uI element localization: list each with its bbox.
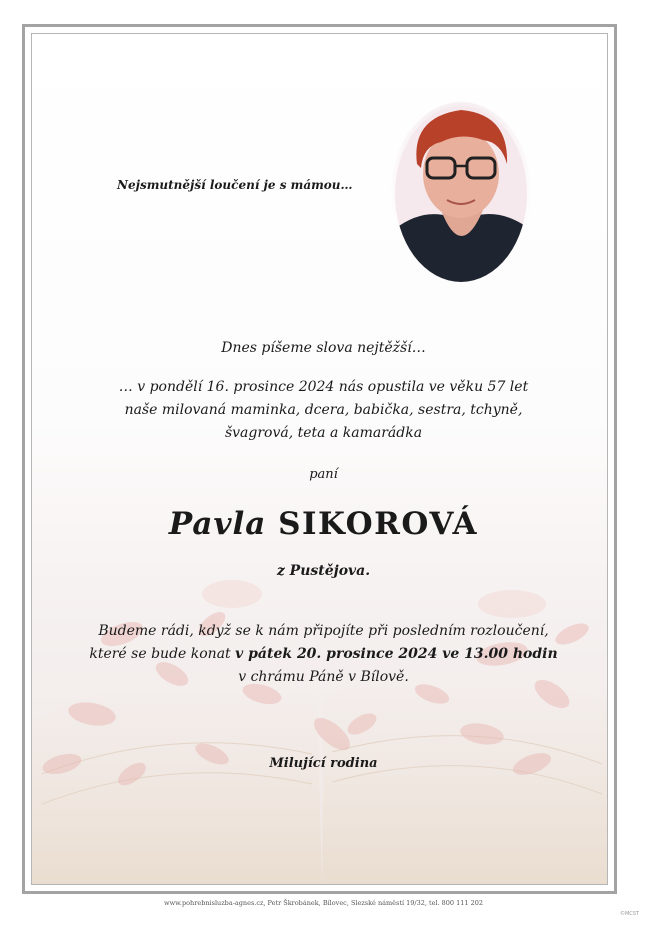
opening-quote: Nejsmutnější loučení je s mámou… — [117, 178, 353, 192]
first-name: Pavla — [168, 506, 267, 542]
invitation-line-3: v chrámu Páně v Bílově. — [238, 669, 409, 685]
watermark: ©MCST — [619, 911, 639, 917]
deceased-name — [0, 506, 647, 542]
surname: SIKOROVÁ — [278, 506, 479, 542]
announcement-line-1: … v pondělí 16. prosince 2024 nás opustila ve věku 57 let — [118, 379, 529, 395]
invitation-line-2 — [0, 643, 647, 666]
signature: Milující rodina — [269, 756, 378, 771]
origin: z Pustějova. — [276, 563, 371, 579]
portrait-photo — [391, 102, 531, 282]
lead-line: Dnes píšeme slova nejtěžší… — [221, 340, 426, 356]
ceremony-date: v pátek 20. prosince 2024 ve 13.00 hodin — [235, 646, 558, 662]
announcement-line-3: švagrová, teta a kamarádka — [224, 425, 423, 441]
invitation-prefix: které se bude konat — [89, 646, 231, 662]
title-pani: paní — [309, 467, 338, 482]
portrait-illustration — [391, 102, 531, 282]
invitation-line-1: Budeme rádi, když se k nám připojíte při posledním rozloučení, — [98, 623, 549, 639]
announcement-line-2: naše milovaná maminka, dcera, babička, sestra, tchyně, — [124, 402, 523, 418]
footer-contact: www.pohrebnisluzba-agnes.cz, Petr Škrobánek, Bílovec, Slezské náměstí 19/32, tel. 800 111 202 — [164, 899, 483, 907]
